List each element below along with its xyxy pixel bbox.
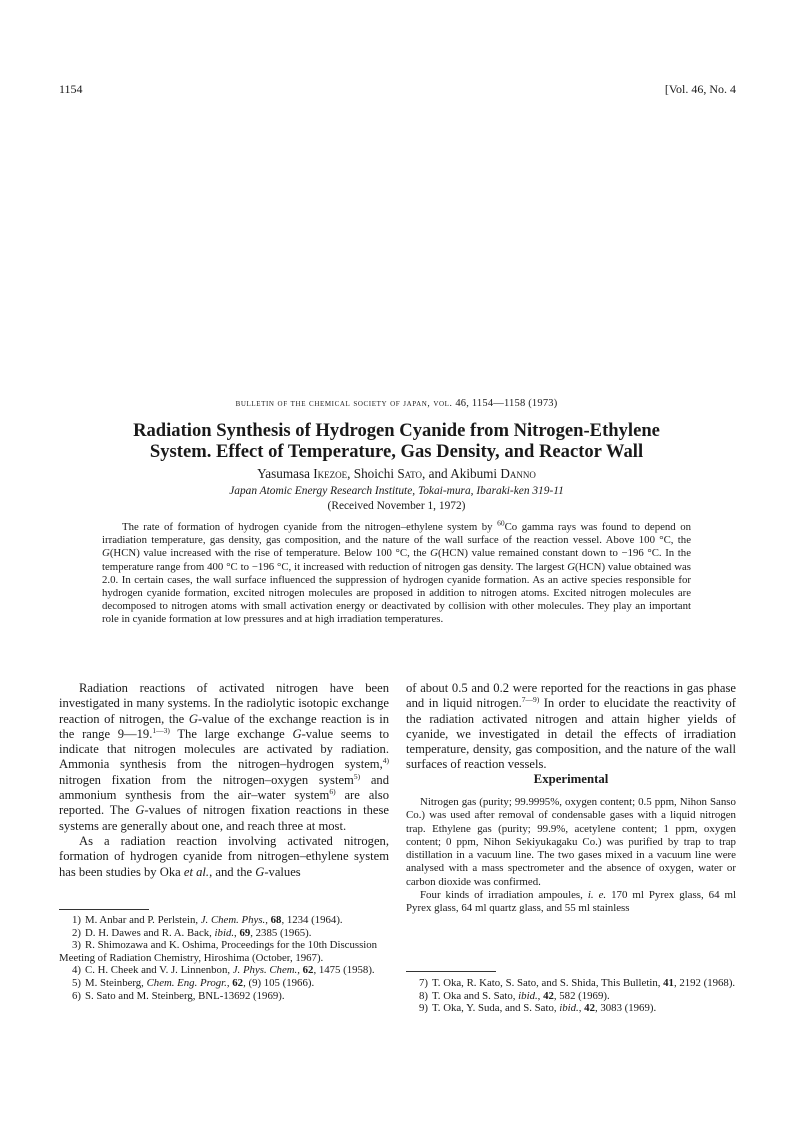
title-line-1: Radiation Synthesis of Hydrogen Cyanide from Nitrogen-Ethylene [133, 420, 660, 441]
footnotes-right [406, 977, 736, 1015]
page-number: 1154 [59, 82, 83, 96]
intro-paragraph-2-continued: of about 0.5 and 0.2 were reported for the reactions in gas phase and in liquid nitrogen.$^{7—9)}$ In order to elucidate the reactivity of the radiation activated nitrogen and attain higher yields of cyanide, we investigated in detail the effects of irradiation temperature, density, gas composition, and the nature of the wall surfaces of reaction vessels. [406, 681, 736, 772]
footnote: 7) T. Oka, R. Kato, S. Sato, and S. Shida, This Bulletin, 41, 2192 (1968). [419, 977, 736, 989]
title-line-2: System. Effect of Temperature, Gas Density, and Reactor Wall [149, 441, 644, 462]
journal-volume: 46, [452, 398, 472, 409]
author-given: Yasumasa [257, 466, 314, 481]
received-date: (Received November 1, 1972) [327, 500, 466, 512]
footnote: 5) M. Steinberg, Chem. Eng. Progr., 62, (9) 105 (1966). [72, 976, 315, 989]
body-column-right-intro [406, 681, 736, 773]
footnote: 1) M. Anbar and P. Perlstein, J. Chem. Phys., 68, 1234 (1964). [72, 914, 343, 926]
journal-year: (1973) [525, 398, 558, 409]
footnote-divider [406, 971, 496, 972]
footnote: 4) C. H. Cheek and V. J. Linnenbon, J. Phys. Chem., 62, 1475 (1958). [72, 964, 375, 977]
author-family: Danno [500, 466, 536, 481]
experimental-text [406, 796, 736, 916]
abstract: The rate of formation of hydrogen cyanide from the nitrogen–ethylene system by $^{60}$Co gamma rays was found to depend on irradiation temperature, gas density, gas composition, and the nature of the wall surface of the reaction vessel. Above 100 °C, the G(HCN) value increased with the rise of temperature. Below 100 °C, the G(HCN) value remained constant down to −196 °C. In the temperature range from 400 °C to −196 °C, it increased with reduction of nitrogen gas density. The largest G(HCN) value obtained was 2.0. In certain cases, the wall surface influenced the suppression of hydrogen cyanide formation. As an active species responsible for hydrogen cyanide formation, excited nitrogen molecules are proposed in addition to nitrogen atoms. Excited nitrogen molecules are decomposed to nitrogen atoms with small activation energy or deactivated by collision with other molecules. They play an important role in cyanide formation at low pressures and at high irradiation temperatures. [102, 518, 692, 626]
volume-issue: [Vol. 46, No. 4 [664, 82, 736, 96]
journal-name: bulletin of the chemical society of japan, vol. [235, 399, 453, 409]
footnote: 9) T. Oka, Y. Suda, and S. Sato, ibid., 42, 3083 (1969). [419, 1002, 657, 1015]
author-list [0, 466, 793, 482]
article-title [60, 420, 733, 462]
footnote: 8) T. Oka and S. Sato, ibid., 42, 582 (1969). [419, 989, 610, 1002]
footnote: 6) S. Sato and M. Steinberg, BNL-13692 (1969). [72, 989, 285, 1002]
intro-paragraph-2: As a radiation reaction involving activated nitrogen, formation of hydrogen cyanide from nitrogen–ethylene system has been studies by Oka et al., and the G-values [59, 833, 389, 879]
journal-pages: 1154—1158 [471, 398, 526, 409]
author-family: Sato [397, 466, 422, 481]
author-separator: , Shoichi [347, 466, 398, 481]
journal-citation-line [0, 398, 793, 409]
intro-paragraph-1: Radiation reactions of activated nitrogen have been investigated in many systems. In the radiolytic isotopic exchange reaction of nitrogen, the G-value of the exchange reaction is in the range 9—19.$^{1—3)}$ The large exchange G-value seems to indicate that nitrogen molecules are activated by radiation. Ammonia synthesis from the nitrogen–hydrogen system,$^{4)}$ nitrogen fixation from the nitrogen–oxygen system$^{5)}$ and ammonium synthesis from the air–water system$^{6)}$ are also reported. The G-values of nitrogen fixation reactions in these systems are generally about one, and reach three at most. [59, 681, 389, 833]
experimental-paragraph-1: Nitrogen gas (purity; 99.9995%, oxygen content; 0.5 ppm, Nihon Sanso Co.) was used after removal of condensable gases with a liquid nitrogen trap. Ethylene gas (purity; 99.9%, acetylene content; 1 ppm, oxygen content; 0 ppm, Nihon Sekiyukagaku Co.) was purified by trap to trap distillation in a vacuum line. The two gases mixed in a vacuum line were analysed with a mass spectrometer and the absence of oxygen, water or carbon dioxide was confirmed. [406, 796, 736, 888]
footnote-divider [59, 909, 149, 910]
footnote: 2) D. H. Dawes and R. A. Back, ibid., 69, 2385 (1965). [72, 926, 312, 939]
author-family: Ikezoe [313, 466, 348, 481]
affiliation: Japan Atomic Energy Research Institute, Tokai-mura, Ibaraki-ken 319-11 [229, 485, 564, 497]
author-separator: , and Akibumi [422, 466, 501, 481]
footnote: 3) R. Shimozawa and K. Oshima, Proceedings for the 10th Discussion Meeting of Radiation Chemistry, Hiroshima (October, 1967). [59, 939, 378, 964]
footnotes-left [59, 914, 389, 1002]
body-column-left [59, 681, 389, 880]
experimental-paragraph-2: Four kinds of irradiation ampoules, i. e. 170 ml Pyrex glass, 64 ml Pyrex glass, 64 ml quartz glass, and 55 ml stainless [406, 889, 736, 915]
section-heading-experimental: Experimental [533, 772, 609, 786]
